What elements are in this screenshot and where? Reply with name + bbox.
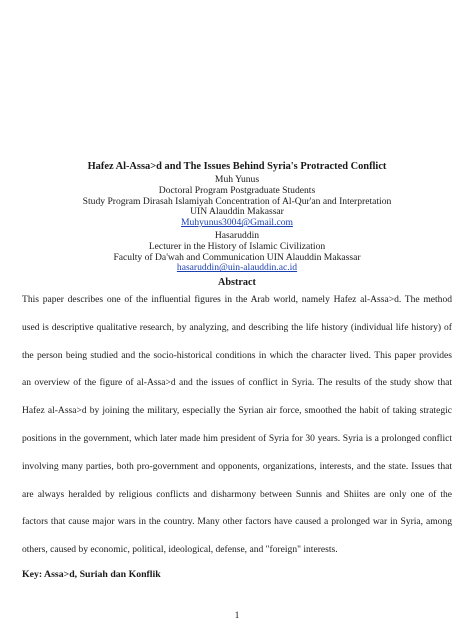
author-affiliation: UIN Alauddin Makassar bbox=[190, 206, 284, 218]
abstract-line: the person being studied and the socio-historical conditions in which the character lived. This paper provides bbox=[22, 349, 452, 361]
abstract-line: others, caused by economic, political, ideological, defense, and "foreign" interests. bbox=[22, 544, 338, 556]
author-email-link[interactable]: Muhyunus3004@Gmail.com bbox=[181, 217, 293, 229]
author-name: Muh Yunus bbox=[214, 174, 260, 185]
abstract-line: This paper describes one of the influential figures in the Arab world, namely Hafez al-Assa>d. The method bbox=[22, 294, 452, 305]
page-number: 1 bbox=[234, 610, 240, 621]
abstract-line: are always heralded by religious conflicts and disharmony between Sunnis and Shiites are only one of the bbox=[22, 488, 452, 500]
abstract-body bbox=[22, 294, 452, 572]
keywords: Key: Assa>d, Suriah dan Konflik bbox=[22, 569, 161, 580]
abstract-line: an overview of the figure of al-Assa>d and the issues of conflict in Syria. The results of the study show that bbox=[22, 377, 452, 389]
author-email-link[interactable]: hasaruddin@uin-alauddin.ac.id bbox=[176, 262, 298, 274]
abstract-line: factors that cause major wars in the country. Many other factors have caused a prolonged war in Syria, among bbox=[22, 516, 452, 528]
abstract-heading: Abstract bbox=[218, 277, 256, 288]
author-affiliation: Faculty of Da'wah and Communication UIN Alauddin Makassar bbox=[113, 251, 361, 263]
author-affiliation: Study Program Dirasah Islamiyah Concentration of Al-Qur'an and Interpretation bbox=[82, 195, 392, 207]
author-block-2 bbox=[0, 231, 474, 274]
abstract-line: involving many parties, both pro-government and opponents, organizations, interests, and the state. Issues that bbox=[22, 460, 452, 472]
author-name: Hasaruddin bbox=[214, 230, 260, 241]
abstract-line: Hafez al-Assa>d by joining the military, especially the Syrian air force, smoothed the habit of taking strategic bbox=[22, 405, 452, 417]
author-affiliation: Lecturer in the History of Islamic Civilization bbox=[148, 240, 326, 252]
paper-title: Hafez Al-Assa>d and The Issues Behind Syria's Protracted Conflict bbox=[87, 161, 387, 172]
abstract-line: positions in the government, which later made him president of Syria for 30 years. Syria is a prolonged conflict bbox=[22, 432, 452, 444]
author-affiliation: Doctoral Program Postgraduate Students bbox=[158, 184, 316, 196]
abstract-line: used is descriptive qualitative research, by analyzing, and describing the life history (individual life history) of bbox=[22, 321, 452, 333]
author-block-1 bbox=[0, 175, 474, 229]
